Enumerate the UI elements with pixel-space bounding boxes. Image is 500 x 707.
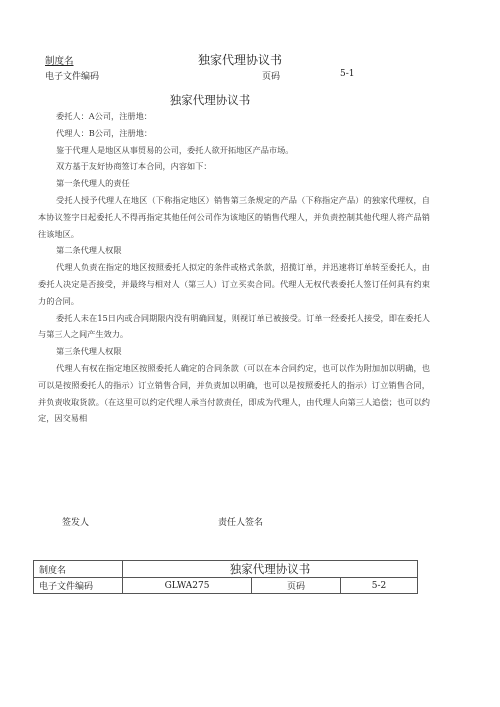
paragraph: 委托人：A公司，注册地： <box>56 111 152 121</box>
header-title: 独家代理协议书 <box>198 53 283 67</box>
footer-code-label: 电子文件编码 <box>34 578 123 594</box>
issuer-signature-label: 签发人 <box>62 518 90 528</box>
header-page-number: 5-1 <box>340 69 355 79</box>
footer-doc-label: 制度名 <box>34 561 123 578</box>
table-row <box>34 561 418 578</box>
paragraph: 代理人负责在指定的地区按照委托人拟定的条件或格式条款，招揽订单，并迅速将订单转至委托人，由委托人决定是否接受，并最终与相对人（第三人）订立买卖合同。代理人无权代表委托人签订任何具有约束力的合同。 <box>38 262 430 306</box>
table-row <box>34 578 418 594</box>
header-doc-label: 制度名 <box>45 56 74 67</box>
section-heading: 第一条代理人的责任 <box>56 178 130 189</box>
section-heading: 第二条代理人权限 <box>56 245 122 256</box>
footer-page-number: 5-2 <box>341 578 418 594</box>
paragraph: 委托人未在15日内或合同期限内没有明确回复，则视订单已被接受。订单一经委托人接受，即在委托人与第三人之间产生效力。 <box>38 312 430 340</box>
footer-page-label: 页码 <box>252 578 341 594</box>
paragraph: 鉴于代理人是地区从事贸易的公司，委托人欲开拓地区产品市场。 <box>56 144 294 155</box>
paragraph: 双方基于友好协商签订本合同，内容如下： <box>56 161 212 172</box>
responsible-signature-label: 责任人签名 <box>218 518 264 528</box>
section-heading: 第三条代理人权限 <box>56 346 122 357</box>
footer-header-table <box>33 560 418 594</box>
footer-code: GLWA275 <box>123 578 252 594</box>
paragraph: 代理人：B公司，注册地： <box>56 127 153 138</box>
document-title: 独家代理协议书 <box>169 93 251 107</box>
paragraph: 代理人有权在指定地区按照委托人确定的合同条款（可以在本合同约定，也可以作为附加加以明确，也可以是按照委托人的指示）订立销售合同，并负责加以明确，也可以是按照委托人的指示）订立销售合同，并负责收取货款。（在这里可以约定代理人承当付款责任，即成为代理人，由代理人向第三人追偿；也可以约定，因交易相 <box>38 362 430 424</box>
paragraph: 受托人授予代理人在地区（下称指定地区）销售第三条规定的产品（下称指定产品）的独家代理权，自本协议签字日起委托人不得再指定其他任何公司作为该地区的销售代理人，并负责控制其他代理人将产品销往该地区。 <box>38 194 430 239</box>
header-code-label: 电子文件编码 <box>45 72 100 82</box>
document-body <box>38 108 430 427</box>
footer-title: 独家代理协议书 <box>123 561 418 578</box>
header-page-label: 页码 <box>262 72 281 82</box>
